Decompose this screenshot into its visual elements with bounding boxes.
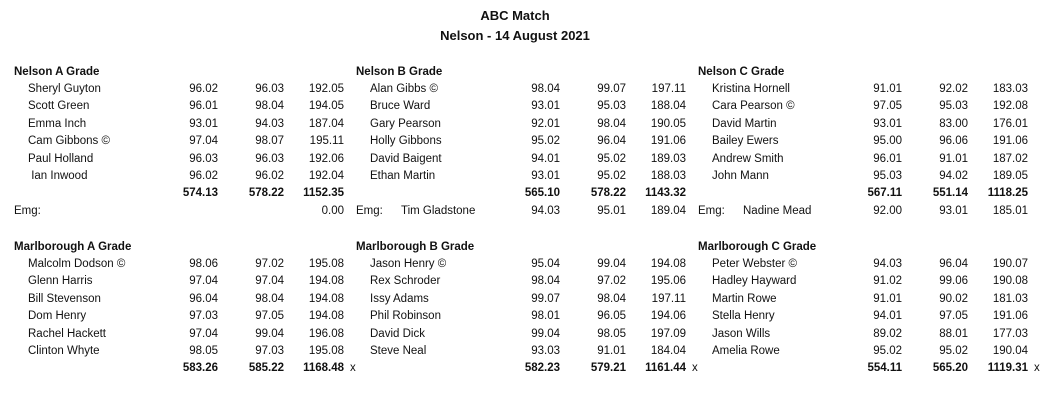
- score-1: 92.01: [531, 117, 560, 130]
- score-total: 194.08: [650, 258, 686, 270]
- score-total: 184.04: [650, 345, 686, 357]
- score-1: 91.01: [873, 83, 902, 95]
- grade-heading: Nelson A Grade: [14, 66, 100, 78]
- score-total: 194.08: [308, 310, 344, 323]
- player-row: [14, 328, 354, 345]
- totals-row: [14, 362, 354, 379]
- score-2: 95.02: [939, 345, 968, 357]
- score-2: 98.04: [597, 292, 626, 305]
- score-2: 97.05: [939, 310, 968, 323]
- score-2: 99.06: [939, 275, 968, 288]
- score-1: 95.03: [873, 170, 902, 182]
- score-total: 190.07: [992, 258, 1028, 270]
- score-total: 183.03: [992, 83, 1028, 95]
- score-2: 98.07: [255, 135, 284, 148]
- score-total: 195.08: [308, 345, 344, 357]
- score-2: 83.00: [939, 117, 968, 130]
- score-total: 197.11: [651, 292, 686, 305]
- emergency-row: [14, 205, 354, 222]
- emergency-row: [356, 205, 696, 222]
- player-row: [356, 100, 696, 117]
- score-1: 97.03: [189, 310, 218, 323]
- player-row: [14, 293, 354, 310]
- score-2: 97.02: [255, 258, 284, 270]
- score-total: 192.04: [308, 170, 344, 182]
- player-name: Amelia Rowe: [712, 345, 780, 357]
- emergency-total: 189.04: [650, 204, 686, 217]
- player-row: [698, 275, 1038, 292]
- grand-total: 1168.48: [303, 362, 344, 375]
- score-2: 98.04: [597, 117, 626, 130]
- player-row: [14, 275, 354, 292]
- score-2: 97.02: [597, 275, 626, 288]
- score-1: 95.02: [873, 345, 902, 357]
- score-1: 96.02: [189, 170, 218, 182]
- player-name: Stella Henry: [712, 310, 775, 323]
- result-mark: x: [350, 362, 356, 375]
- player-name: Issy Adams: [370, 292, 429, 305]
- total-score-2: 578.22: [248, 187, 284, 200]
- score-2: 91.01: [939, 152, 968, 165]
- player-name: Hadley Hayward: [712, 275, 797, 288]
- grand-total: 1143.32: [645, 187, 686, 200]
- total-score-1: 574.13: [182, 187, 218, 200]
- player-name: Paul Holland: [28, 152, 94, 165]
- totals-row: [356, 187, 696, 204]
- score-1: 91.02: [873, 275, 902, 288]
- total-score-1: 567.11: [867, 187, 902, 200]
- player-row: [14, 153, 354, 170]
- score-1: 94.03: [873, 258, 902, 270]
- score-1: 95.04: [531, 258, 560, 270]
- player-row: [698, 83, 1038, 100]
- score-2: 98.04: [255, 292, 284, 305]
- player-row: [356, 135, 696, 152]
- score-1: 97.04: [189, 327, 218, 340]
- score-total: 195.06: [650, 275, 686, 288]
- player-row: [698, 135, 1038, 152]
- score-1: 96.02: [189, 83, 218, 95]
- totals-row: [698, 362, 1038, 379]
- player-name: Bailey Ewers: [712, 135, 779, 148]
- score-total: 194.05: [308, 100, 344, 113]
- player-row: [698, 328, 1038, 345]
- grade-heading: Marlborough B Grade: [356, 241, 475, 253]
- score-1: 95.02: [531, 135, 560, 148]
- player-name: Clinton Whyte: [28, 345, 100, 357]
- player-row: [698, 118, 1038, 135]
- score-1: 95.00: [873, 135, 902, 148]
- score-1: 97.05: [873, 100, 902, 113]
- player-row: [14, 310, 354, 327]
- player-name: David Dick: [370, 327, 425, 340]
- grade-heading: Nelson C Grade: [698, 66, 785, 78]
- grand-total: 1119.31: [987, 362, 1028, 375]
- score-total: 189.05: [992, 170, 1028, 182]
- score-total: 191.06: [650, 135, 686, 148]
- total-score-2: 551.14: [932, 187, 968, 200]
- score-total: 176.01: [992, 117, 1028, 130]
- emergency-label: Emg:: [698, 204, 725, 217]
- score-2: 99.07: [597, 83, 626, 95]
- score-1: 98.04: [531, 275, 560, 288]
- score-total: 181.03: [992, 292, 1028, 305]
- score-total: 197.11: [651, 83, 686, 95]
- score-2: 98.04: [255, 100, 284, 113]
- score-total: 192.06: [308, 152, 344, 165]
- score-1: 98.06: [189, 258, 218, 270]
- player-name: Sheryl Guyton: [28, 83, 101, 95]
- score-total: 190.05: [650, 117, 686, 130]
- player-row: [356, 275, 696, 292]
- score-total: 194.06: [650, 310, 686, 323]
- player-name: Emma Inch: [28, 117, 87, 130]
- player-name: Scott Green: [28, 100, 90, 113]
- total-score-2: 579.21: [590, 362, 626, 375]
- score-1: 99.04: [531, 327, 560, 340]
- player-name: Jason Wills: [712, 327, 771, 340]
- emergency-score-1: 94.03: [531, 204, 560, 217]
- score-2: 97.03: [255, 345, 284, 357]
- player-name: Bill Stevenson: [28, 292, 101, 305]
- emergency-total: 185.01: [992, 204, 1028, 217]
- page-subtitle: Nelson - 14 August 2021: [440, 28, 590, 43]
- score-1: 98.04: [531, 83, 560, 95]
- result-mark: x: [692, 362, 698, 375]
- score-2: 94.03: [255, 117, 284, 130]
- player-name: Bruce Ward: [370, 100, 431, 113]
- grade-heading: Marlborough A Grade: [14, 241, 132, 253]
- score-1: 96.01: [873, 152, 902, 165]
- total-score-1: 554.11: [867, 362, 902, 375]
- grade-heading: Nelson B Grade: [356, 66, 443, 78]
- score-1: 96.03: [189, 152, 218, 165]
- score-2: 95.02: [597, 152, 626, 165]
- player-name: Alan Gibbs ©: [370, 83, 438, 95]
- player-row: [356, 310, 696, 327]
- player-name: Ian Inwood: [28, 170, 88, 182]
- player-name: David Baigent: [370, 152, 442, 165]
- player-row: [356, 258, 696, 275]
- score-1: 91.01: [873, 292, 902, 305]
- score-total: 191.06: [992, 135, 1028, 148]
- score-total: 194.08: [308, 292, 344, 305]
- player-row: [698, 293, 1038, 310]
- score-2: 96.04: [939, 258, 968, 270]
- grade-heading: Marlborough C Grade: [698, 241, 817, 253]
- player-row: [14, 170, 354, 187]
- score-total: 195.08: [308, 258, 344, 270]
- score-1: 97.04: [189, 275, 218, 288]
- score-1: 96.04: [189, 292, 218, 305]
- score-1: 96.01: [189, 100, 218, 113]
- score-total: 187.04: [308, 117, 344, 130]
- score-1: 93.01: [189, 117, 218, 130]
- score-total: 177.03: [992, 327, 1028, 340]
- player-row: [698, 100, 1038, 117]
- score-2: 98.05: [597, 327, 626, 340]
- totals-row: [14, 187, 354, 204]
- player-row: [14, 83, 354, 100]
- score-total: 195.11: [309, 135, 344, 148]
- player-row: [14, 100, 354, 117]
- emergency-score-1: 92.00: [873, 204, 902, 217]
- score-total: 188.04: [650, 100, 686, 113]
- player-row: [14, 258, 354, 275]
- player-name: John Mann: [712, 170, 769, 182]
- emergency-label: Emg:: [356, 204, 383, 217]
- player-name: Malcolm Dodson ©: [28, 258, 126, 270]
- score-total: 188.03: [650, 170, 686, 182]
- score-total: 191.06: [992, 310, 1028, 323]
- player-name: Martin Rowe: [712, 292, 777, 305]
- emergency-name: Tim Gladstone: [401, 204, 476, 217]
- player-row: [698, 170, 1038, 187]
- player-name: Ethan Martin: [370, 170, 436, 182]
- player-name: Gary Pearson: [370, 117, 441, 130]
- player-name: Rex Schroder: [370, 275, 441, 288]
- total-score-2: 578.22: [590, 187, 626, 200]
- emergency-total: 0.00: [321, 204, 344, 217]
- score-2: 96.04: [597, 135, 626, 148]
- total-score-1: 582.23: [524, 362, 560, 375]
- emergency-row: [698, 205, 1038, 222]
- player-row: [698, 258, 1038, 275]
- score-2: 99.04: [255, 327, 284, 340]
- total-score-2: 585.22: [248, 362, 284, 375]
- player-name: David Martin: [712, 117, 777, 130]
- score-2: 95.03: [939, 100, 968, 113]
- emergency-score-2: 95.01: [597, 204, 626, 217]
- score-2: 94.02: [939, 170, 968, 182]
- score-1: 93.03: [531, 345, 560, 357]
- result-mark: x: [1034, 362, 1040, 375]
- score-total: 196.08: [308, 327, 344, 340]
- score-1: 99.07: [531, 292, 560, 305]
- score-2: 99.04: [597, 258, 626, 270]
- player-name: Glenn Harris: [28, 275, 93, 288]
- total-score-1: 565.10: [524, 187, 560, 200]
- score-total: 190.04: [992, 345, 1028, 357]
- score-total: 192.08: [992, 100, 1028, 113]
- player-row: [356, 153, 696, 170]
- player-name: Andrew Smith: [712, 152, 784, 165]
- player-name: Cara Pearson ©: [712, 100, 795, 113]
- score-1: 94.01: [873, 310, 902, 323]
- player-row: [698, 345, 1038, 362]
- player-name: Steve Neal: [370, 345, 427, 357]
- score-2: 95.03: [597, 100, 626, 113]
- score-1: 93.01: [873, 117, 902, 130]
- score-1: 97.04: [189, 135, 218, 148]
- player-name: Cam Gibbons ©: [28, 135, 110, 148]
- player-row: [14, 345, 354, 362]
- player-name: Phil Robinson: [370, 310, 441, 323]
- score-2: 96.03: [255, 83, 284, 95]
- page-title: ABC Match: [480, 8, 550, 23]
- player-row: [14, 118, 354, 135]
- score-1: 94.01: [531, 152, 560, 165]
- player-name: Holly Gibbons: [370, 135, 442, 148]
- player-row: [698, 310, 1038, 327]
- player-row: [356, 170, 696, 187]
- score-2: 92.02: [939, 83, 968, 95]
- score-1: 93.01: [531, 170, 560, 182]
- player-name: Peter Webster ©: [712, 258, 797, 270]
- player-name: Kristina Hornell: [712, 83, 790, 95]
- score-2: 88.01: [939, 327, 968, 340]
- total-score-1: 583.26: [182, 362, 218, 375]
- player-row: [356, 345, 696, 362]
- score-total: 190.08: [992, 275, 1028, 288]
- player-row: [356, 328, 696, 345]
- player-name: Jason Henry ©: [370, 258, 447, 270]
- totals-row: [698, 187, 1038, 204]
- score-total: 189.03: [650, 152, 686, 165]
- score-1: 98.05: [189, 345, 218, 357]
- player-row: [356, 293, 696, 310]
- score-2: 95.02: [597, 170, 626, 182]
- score-2: 96.02: [255, 170, 284, 182]
- score-2: 96.05: [597, 310, 626, 323]
- grand-total: 1152.35: [303, 187, 344, 200]
- score-2: 97.04: [255, 275, 284, 288]
- totals-row: [356, 362, 696, 379]
- score-2: 91.01: [597, 345, 626, 357]
- player-name: Rachel Hackett: [28, 327, 106, 340]
- score-2: 90.02: [939, 292, 968, 305]
- score-1: 93.01: [531, 100, 560, 113]
- player-name: Dom Henry: [28, 310, 87, 323]
- player-row: [698, 153, 1038, 170]
- score-1: 89.02: [873, 327, 902, 340]
- grand-total: 1161.44: [645, 362, 686, 375]
- score-total: 187.02: [992, 152, 1028, 165]
- player-row: [356, 118, 696, 135]
- score-total: 194.08: [308, 275, 344, 288]
- score-1: 98.01: [531, 310, 560, 323]
- score-total: 197.09: [650, 327, 686, 340]
- score-2: 96.06: [939, 135, 968, 148]
- player-row: [356, 83, 696, 100]
- score-2: 96.03: [255, 152, 284, 165]
- score-total: 192.05: [308, 83, 344, 95]
- score-2: 97.05: [255, 310, 284, 323]
- emergency-label: Emg:: [14, 204, 41, 217]
- total-score-2: 565.20: [932, 362, 968, 375]
- player-row: [14, 135, 354, 152]
- grand-total: 1118.25: [987, 187, 1028, 200]
- emergency-score-2: 93.01: [939, 204, 968, 217]
- emergency-name: Nadine Mead: [743, 204, 812, 217]
